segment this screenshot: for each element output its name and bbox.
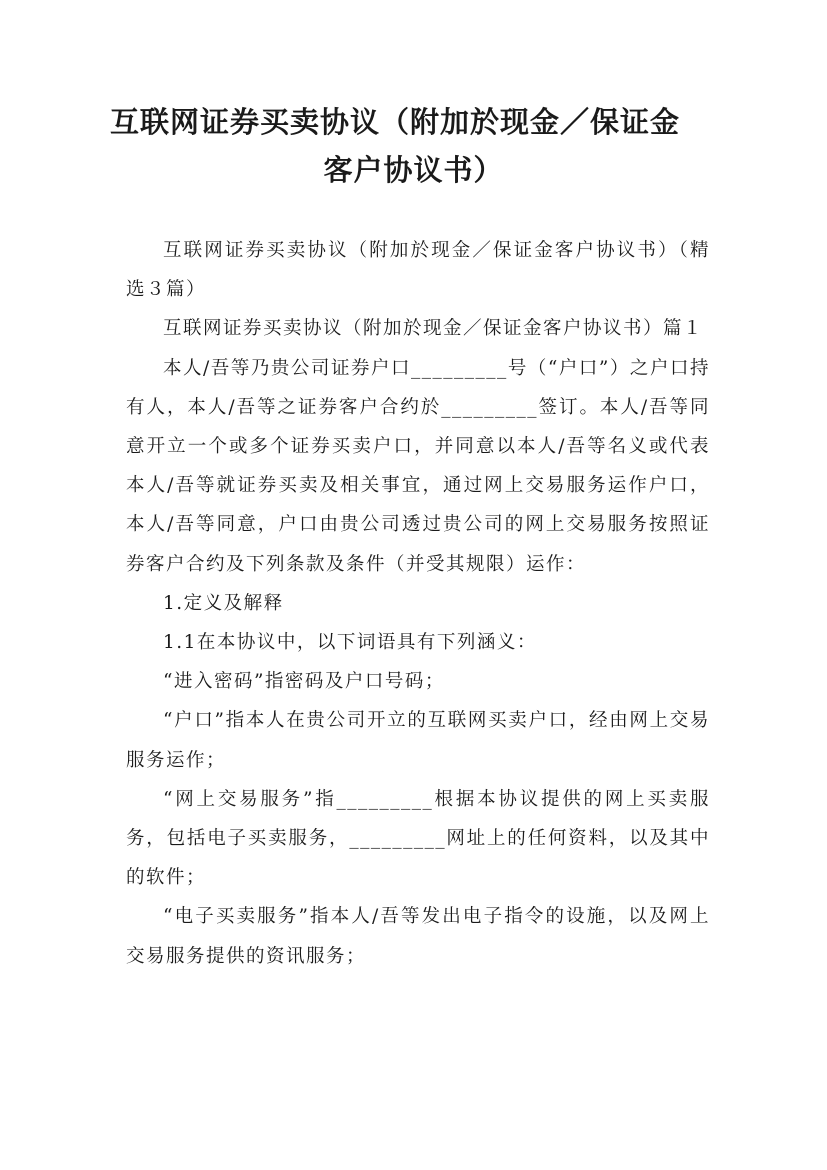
- paragraph-definition-online-service: “网上交易服务”指_________根据本协议提供的网上买卖服务，包括电子买卖服务，_________网址上的任何资料，以及其中的软件；: [126, 788, 710, 889]
- paragraph-subtitle: 互联网证券买卖协议（附加於现金／保证金客户协议书）（精选３篇）: [126, 240, 710, 301]
- title-line-2: 客户协议书）: [323, 153, 504, 187]
- paragraph-definitions-intro: 1.1在本协议中，以下词语具有下列涵义：: [163, 632, 537, 654]
- paragraph-definition-electronic-trading: “电子买卖服务”指本人/吾等发出电子指令的设施，以及网上交易服务提供的资讯服务；: [126, 906, 710, 967]
- document-title: [110, 98, 717, 194]
- title-line-1: 互联网证券买卖协议（附加於现金／保证金: [110, 105, 681, 139]
- paragraph-definition-password: “进入密码”指密码及户口号码；: [163, 671, 445, 693]
- paragraph-section-heading: 互联网证券买卖协议（附加於现金／保证金客户协议书）篇１: [163, 318, 704, 340]
- document-body: [126, 231, 710, 976]
- paragraph-definitions-heading: 1.定义及解释: [163, 592, 284, 614]
- paragraph-definition-account: “户口”指本人在贵公司开立的互联网买卖户口，经由网上交易服务运作；: [126, 710, 710, 771]
- paragraph-account-statement: 本人/吾等乃贵公司证券户口_________号（“户口”）之户口持有人，本人/吾等之证券客户合约於_________签订。本人/吾等同意开立一个或多个证券买卖户口，并同意以本人/吾等名义或代表本人/吾等就证券买卖及相关事宜，通过网上交易服务运作户口，本人/吾等同意，户口由贵公司透过贵公司的网上交易服务按照证券客户合约及下列条款及条件（并受其规限）运作：: [126, 357, 710, 575]
